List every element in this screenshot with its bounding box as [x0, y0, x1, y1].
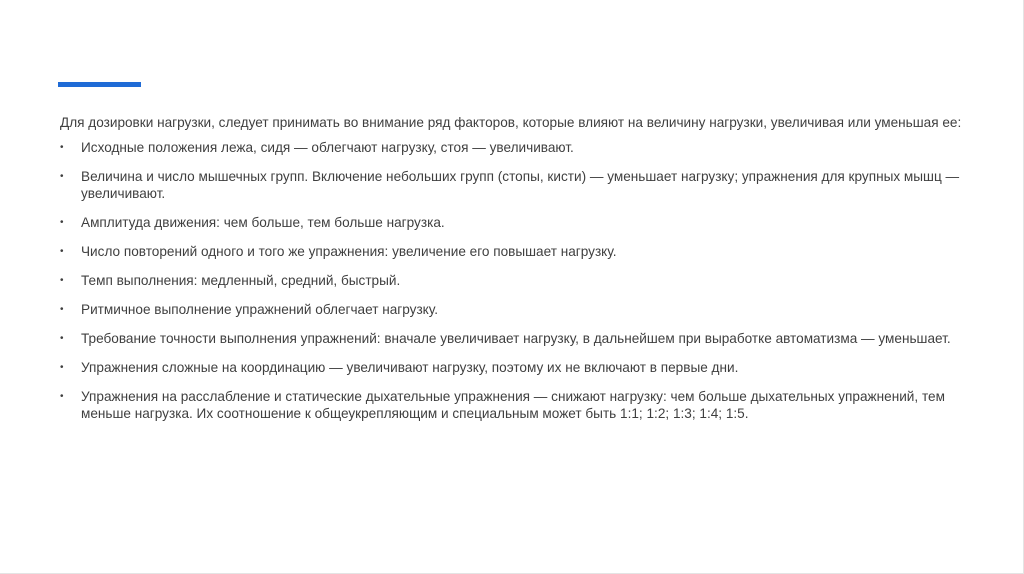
bullet-icon: •	[60, 217, 64, 228]
bullet-icon: •	[60, 391, 64, 402]
list-item-text: Требование точности выполнения упражнений: вначале увеличивает нагрузку, в дальнейшем при выработке автоматизма — уменьшает.	[81, 331, 951, 346]
list-item	[60, 301, 972, 318]
list-item-text: Упражнения сложные на координацию — увеличивают нагрузку, поэтому их не включают в первые дни.	[81, 360, 739, 375]
bullet-icon: •	[60, 275, 64, 286]
list-item-text: Величина и число мышечных групп. Включение небольших групп (стопы, кисти) — уменьшает нагрузку; упражнения для крупных мышц — увеличивают.	[81, 169, 960, 201]
bullet-icon: •	[60, 246, 64, 257]
intro-paragraph: Для дозировки нагрузки, следует принимать во внимание ряд факторов, которые влияют на величину нагрузки, увеличивая или уменьшая ее:	[60, 115, 962, 130]
list-item	[60, 243, 972, 260]
list-item	[60, 330, 972, 347]
accent-bar	[58, 82, 141, 87]
list-item-text: Темп выполнения: медленный, средний, быстрый.	[81, 273, 401, 288]
list-item	[60, 272, 972, 289]
list-item-text: Число повторений одного и того же упражнения: увеличение его повышает нагрузку.	[81, 244, 617, 259]
slide-content	[60, 114, 972, 434]
list-item	[60, 168, 972, 202]
bullet-icon: •	[60, 171, 64, 182]
list-item	[60, 139, 972, 156]
list-item-text: Исходные положения лежа, сидя — облегчают нагрузку, стоя — увеличивают.	[81, 140, 574, 155]
factor-list	[60, 139, 972, 422]
list-item-text: Амплитуда движения: чем больше, тем больше нагрузка.	[81, 215, 445, 230]
bullet-icon: •	[60, 333, 64, 344]
list-item-text: Упражнения на расслабление и статические дыхательные упражнения — снижают нагрузку: чем больше дыхательных упражнений, тем меньше нагрузка. Их соотношение к общеукрепляющим и специальным может быть 1:1; 1:2; 1:3; 1:4; 1:5.	[81, 389, 945, 421]
list-item	[60, 214, 972, 231]
list-item	[60, 359, 972, 376]
bullet-icon: •	[60, 362, 64, 373]
list-item	[60, 388, 972, 422]
list-item-text: Ритмичное выполнение упражнений облегчает нагрузку.	[81, 302, 438, 317]
bullet-icon: •	[60, 142, 64, 153]
bullet-icon: •	[60, 304, 64, 315]
